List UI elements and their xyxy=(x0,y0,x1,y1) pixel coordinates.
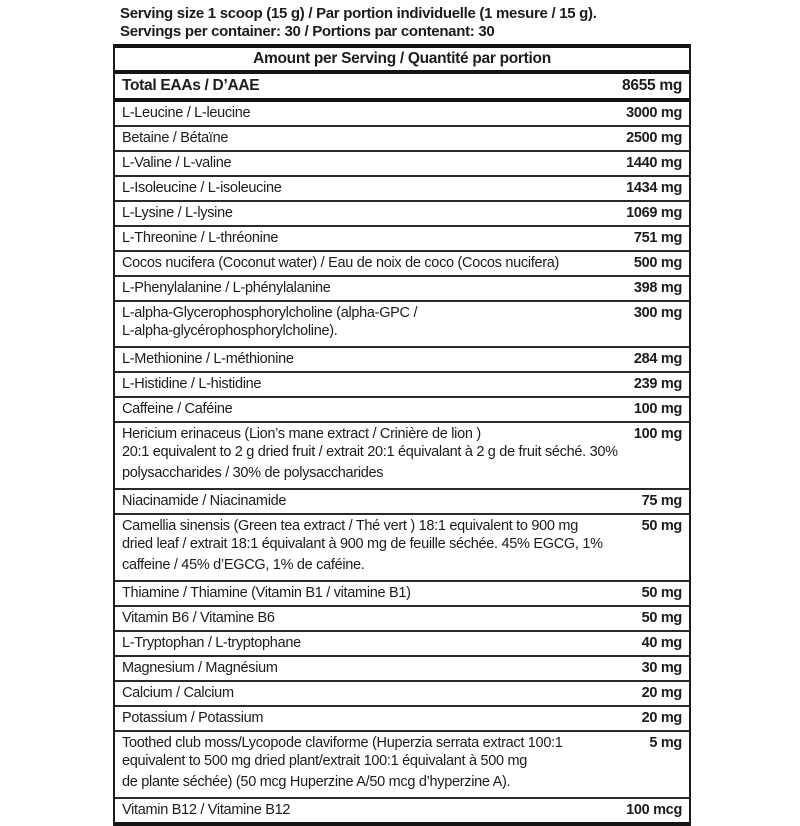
table-row xyxy=(115,177,689,202)
ingredient-name: Vitamin B6 / Vitamine B6 xyxy=(122,610,275,626)
serving-size-line: Serving size 1 scoop (15 g) / Par portion individuelle (1 mesure / 15 g). xyxy=(120,5,597,22)
ingredient-amount: 284 mg xyxy=(633,351,682,367)
table-row xyxy=(115,302,689,348)
servings-per-container-line: Servings per container: 30 / Portions par contenant: 30 xyxy=(120,23,495,40)
ingredient-amount: 1440 mg xyxy=(626,155,682,171)
ingredient-amount: 1434 mg xyxy=(626,180,682,196)
ingredient-description: dried leaf / extrait 18:1 équivalant à 900 mg de feuille séchée. 45% EGCG, 1% xyxy=(122,536,603,552)
total-eaas-name: Total EAAs / D’AAE xyxy=(122,77,260,94)
table-row xyxy=(115,732,689,799)
ingredient-name: L-Valine / L-valine xyxy=(122,155,232,171)
ingredient-name: Caffeine / Caféine xyxy=(122,401,233,417)
ingredient-amount: 40 mg xyxy=(641,635,682,651)
ingredient-name: Betaine / Bétaïne xyxy=(122,130,229,146)
table-row xyxy=(115,398,689,423)
ingredient-amount: 398 mg xyxy=(633,280,682,296)
ingredient-description: caffeine / 45% d’EGCG, 1% de caféine. xyxy=(122,557,365,573)
ingredient-name: Hericium erinaceus (Lion’s mane extract / Crinière de lion ) xyxy=(122,426,481,442)
ingredient-name: L-Leucine / L-leucine xyxy=(122,105,251,121)
ingredient-amount: 50 mg xyxy=(641,518,682,534)
ingredient-name: L-Histidine / L-histidine xyxy=(122,376,262,392)
table-row xyxy=(115,799,689,826)
ingredient-name: L-alpha-Glycerophosphorylcholine (alpha-GPC / xyxy=(122,305,418,321)
table-row xyxy=(115,227,689,252)
ingredient-name: Magnesium / Magnésium xyxy=(122,660,278,676)
ingredient-amount: 100 mg xyxy=(633,426,682,442)
ingredient-name: L-Lysine / L-lysine xyxy=(122,205,233,221)
ingredient-amount: 1069 mg xyxy=(626,205,682,221)
ingredient-name: L-Isoleucine / L-isoleucine xyxy=(122,180,282,196)
table-row xyxy=(115,707,689,732)
ingredient-name: L-Phenylalanine / L-phénylalanine xyxy=(122,280,331,296)
ingredient-name: Calcium / Calcium xyxy=(122,685,234,701)
ingredient-amount: 2500 mg xyxy=(626,130,682,146)
table-row xyxy=(115,632,689,657)
ingredient-amount: 20 mg xyxy=(641,710,682,726)
serving-info-block xyxy=(113,0,691,44)
ingredient-amount: 239 mg xyxy=(633,376,682,392)
ingredient-description: de plante séchée) (50 mcg Huperzine A/50 mcg d’hyperzine A). xyxy=(122,774,511,790)
ingredient-name: Cocos nucifera (Coconut water) / Eau de noix de coco (Cocos nucifera) xyxy=(122,255,560,271)
table-row xyxy=(115,152,689,177)
table-row xyxy=(115,423,689,490)
ingredient-amount: 50 mg xyxy=(641,610,682,626)
ingredient-name: L-Tryptophan / L-tryptophane xyxy=(122,635,301,651)
table-row xyxy=(115,127,689,152)
ingredient-amount: 30 mg xyxy=(641,660,682,676)
ingredient-amount: 500 mg xyxy=(633,255,682,271)
ingredient-amount: 751 mg xyxy=(633,230,682,246)
table-row xyxy=(115,348,689,373)
ingredient-amount: 3000 mg xyxy=(626,105,682,121)
ingredient-name: Camellia sinensis (Green tea extract / Thé vert ) 18:1 equivalent to 900 mg xyxy=(122,518,578,534)
ingredient-name: Niacinamide / Niacinamide xyxy=(122,493,287,509)
table-row xyxy=(115,607,689,632)
table-row xyxy=(115,373,689,398)
table-row xyxy=(115,252,689,277)
table-row xyxy=(115,202,689,227)
amount-per-serving-header: Amount per Serving / Quantité par portion xyxy=(253,50,551,67)
ingredient-amount: 300 mg xyxy=(633,305,682,321)
ingredient-name: L-Threonine / L-thréonine xyxy=(122,230,279,246)
ingredient-name: Vitamin B12 / Vitamine B12 xyxy=(122,802,291,818)
ingredient-amount: 20 mg xyxy=(641,685,682,701)
ingredient-description: equivalent to 500 mg dried plant/extrait 100:1 équivalant à 500 mg xyxy=(122,753,528,769)
ingredient-amount: 75 mg xyxy=(641,493,682,509)
supplement-facts-label xyxy=(113,0,691,826)
ingredient-amount: 5 mg xyxy=(649,735,682,751)
ingredient-name: Thiamine / Thiamine (Vitamin B1 / vitamine B1) xyxy=(122,585,411,601)
table-row xyxy=(115,277,689,302)
rows-container xyxy=(115,102,689,826)
table-row xyxy=(115,582,689,607)
ingredient-amount: 100 mg xyxy=(633,401,682,417)
total-eaas-amount: 8655 mg xyxy=(622,77,682,94)
total-eaas-row xyxy=(115,74,689,98)
ingredient-name: Toothed club moss/Lycopode claviforme (Huperzia serrata extract 100:1 xyxy=(122,735,563,751)
table-row xyxy=(115,102,689,127)
ingredient-description: 20:1 equivalent to 2 g dried fruit / extrait 20:1 équivalant à 2 g de fruit séché. 30% polysaccharides / 30% de polysaccharides xyxy=(122,444,618,481)
ingredient-amount: 100 mcg xyxy=(626,802,682,818)
facts-table xyxy=(113,44,691,826)
table-row xyxy=(115,490,689,515)
table-row xyxy=(115,682,689,707)
ingredient-amount: 50 mg xyxy=(641,585,682,601)
ingredient-name: L-Methionine / L-méthionine xyxy=(122,351,294,367)
table-row xyxy=(115,657,689,682)
table-row xyxy=(115,515,689,582)
ingredient-description: L-alpha-glycérophosphorylcholine). xyxy=(122,323,338,339)
ingredient-name: Potassium / Potassium xyxy=(122,710,264,726)
